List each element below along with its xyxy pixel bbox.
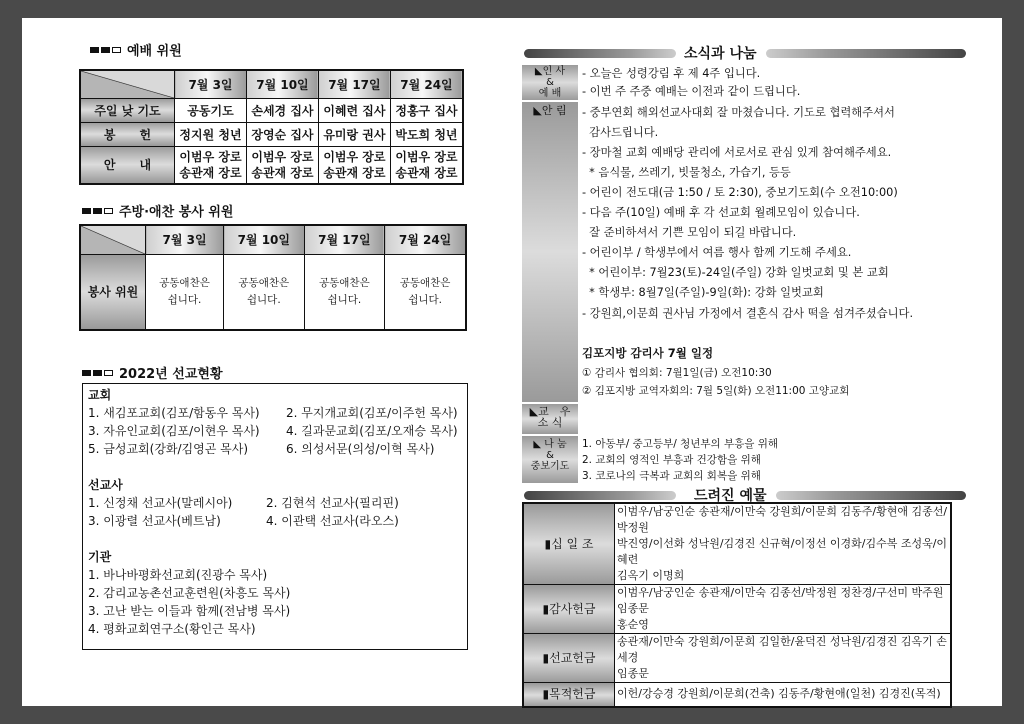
row-label: 봉 헌	[80, 122, 175, 146]
list-item	[88, 422, 467, 440]
missionary-item: 4. 이관택 선교사(라오스)	[266, 514, 399, 528]
district-line: ② 김포지방 교역자회의: 7월 5일(화) 오전11:00 고양교회	[582, 385, 850, 397]
label-line: 중보기도	[530, 461, 570, 472]
label-line: &	[546, 450, 554, 461]
usher-name: 송관재 장로	[251, 165, 314, 180]
offering-table	[522, 502, 952, 708]
prayer-label	[522, 439, 578, 472]
label-line: 예 배	[538, 88, 562, 99]
label-line: ◣교 우	[529, 405, 571, 418]
notice-line: - 중부연회 해외선교사대회 잘 마쳤습니다. 기도로 협력해주셔서	[582, 106, 895, 119]
row-label: ▮목적헌금	[523, 683, 615, 707]
org-heading: 기관	[88, 550, 112, 564]
notice-line: * 어린이부: 7월23(토)-24일(주일) 강화 일벗교회 및 본 교회	[582, 266, 889, 279]
donor-line: 송관재/이만숙 강원희/이문희 김일한/윤덕진 성낙원/김경진 김옥기 손세경	[617, 635, 947, 664]
date-header: 7월 3일	[146, 225, 224, 254]
donor-cell	[615, 585, 952, 634]
date-header: 7월 10일	[246, 70, 318, 98]
table-cell	[175, 146, 247, 184]
news-title: 소식과 나눔	[684, 46, 757, 62]
prayer-line: 3. 코로나의 극복과 교회의 회복을 위해	[582, 470, 761, 482]
date-header: 7월 3일	[175, 70, 247, 98]
cell-line: 공동애찬은	[399, 276, 451, 289]
cell-line: 쉽니다.	[246, 293, 281, 306]
table-cell	[385, 254, 466, 330]
donor-line: 이헌/강승경 강원희/이문희(건축) 김동주/황현애(일천) 김경진(목적)	[617, 687, 941, 701]
section-marker-icon	[90, 47, 121, 53]
notice-line: - 장마철 교회 예배당 관리에 서로서로 관심 있게 참여해주세요.	[582, 146, 892, 159]
section-marker-icon	[82, 370, 113, 376]
notice-line: * 음식물, 쓰레기, 빗물청소, 가습기, 등등	[582, 166, 791, 179]
usher-name: 이범우 장로	[251, 149, 314, 164]
table-cell: 박도희 청년	[390, 122, 463, 146]
notice-line: - 어린이 전도대(금 1:50 / 토 2:30), 중보기도회(수 오전10:00)	[582, 186, 898, 199]
list-item	[88, 404, 467, 422]
notice-line: - 다음 주(10일) 예배 후 각 선교회 월례모임이 있습니다.	[582, 206, 860, 219]
donor-line: 이범우/남궁인순 송관재/이만숙 강원희/이문희 김동주/황현애 김종선/박정원	[617, 505, 948, 534]
org-item: 4. 평화교회연구소(황인근 목사)	[88, 622, 256, 636]
row-label: ▮선교헌금	[523, 634, 615, 683]
greeting-line: - 오늘은 성령강림 후 제 4주 입니다.	[582, 67, 761, 80]
notice-label: ◣안 림	[533, 104, 567, 117]
table-cell	[318, 146, 390, 184]
church-item: 4. 길과문교회(김포/오재승 목사)	[286, 424, 458, 438]
kitchen-table	[79, 224, 467, 331]
cell-line: 공동애찬은	[238, 276, 290, 289]
district-title: 김포지방 감리사 7월 일정	[582, 346, 714, 360]
row-label: 안 내	[80, 146, 175, 184]
table-cell	[246, 146, 318, 184]
donor-line: 임종문	[617, 667, 649, 680]
notice-line: * 학생부: 8월7일(주일)-9일(화): 강화 일벗교회	[582, 286, 824, 299]
table-corner	[80, 225, 146, 254]
table-cell: 장영순 집사	[246, 122, 318, 146]
member-label	[522, 406, 578, 428]
date-header: 7월 24일	[390, 70, 463, 98]
donor-line: 박진영/이선화 성낙원/김경진 신규혁/이정선 이경화/김수복 조성욱/이혜련	[617, 537, 948, 566]
notice-label-bg	[522, 102, 578, 402]
usher-name: 송관재 장로	[179, 165, 242, 180]
mission-section-title	[82, 363, 223, 382]
org-item: 1. 바나바평화선교회(진광수 목사)	[88, 568, 268, 582]
label-line: &	[546, 77, 554, 88]
prayer-line: 1. 아동부/ 중고등부/ 청년부의 부흥을 위해	[582, 438, 779, 450]
usher-name: 이범우 장로	[179, 149, 242, 164]
donor-line: 이범우/남궁인순 송관재/이만숙 김종선/박정원 정찬경/구선미 박주원 임종문	[617, 586, 944, 615]
notice-line: - 어린이부 / 학생부에서 여름 행사 함께 기도해 주세요.	[582, 246, 852, 259]
label-line: ◣인 사	[534, 66, 566, 77]
cell-line: 공동애찬은	[319, 276, 370, 289]
offering-title: 드려진 예물	[694, 488, 767, 504]
missionary-item: 3. 이광렬 선교사(베트남)	[88, 514, 221, 528]
table-corner	[80, 70, 175, 98]
org-item: 2. 감리교농촌선교훈련원(차흥도 목사)	[88, 586, 291, 600]
church-item: 5. 금성교회(강화/김영곤 목사)	[88, 442, 248, 456]
usher-name: 이범우 장로	[323, 149, 386, 164]
mission-title: 2022년 선교현황	[119, 367, 223, 382]
church-heading: 교회	[88, 388, 112, 402]
donor-cell	[615, 503, 952, 585]
list-item	[88, 494, 467, 512]
missionary-item: 1. 신정채 선교사(말레시아)	[88, 496, 233, 510]
date-header: 7월 17일	[318, 70, 390, 98]
district-line: ① 감리사 협의회: 7월1일(금) 오전10:30	[582, 367, 772, 379]
table-cell: 정홍구 집사	[390, 98, 463, 122]
notice-line: 잘 준비하셔서 기쁜 모임이 되길 바랍니다.	[582, 226, 797, 239]
row-label: 주일 낮 기도	[80, 98, 175, 122]
donor-line: 홍순영	[617, 618, 649, 631]
table-cell: 손세경 집사	[246, 98, 318, 122]
title-bar-left	[524, 491, 676, 500]
date-header: 7월 17일	[304, 225, 385, 254]
donor-cell	[615, 683, 952, 707]
prayer-line: 2. 교회의 영적인 부흥과 건강함을 위해	[582, 454, 761, 466]
row-label: 봉사 위원	[80, 254, 146, 330]
notice-line: 감사드립니다.	[582, 126, 659, 139]
church-item: 2. 무지개교회(김포/이주헌 목사)	[286, 406, 458, 420]
missionary-item: 2. 김현석 선교사(필리핀)	[266, 496, 399, 510]
church-item: 1. 새김포교회(김포/함동우 목사)	[88, 406, 260, 420]
date-header: 7월 10일	[224, 225, 305, 254]
usher-name: 송관재 장로	[395, 165, 458, 180]
usher-name: 송관재 장로	[323, 165, 386, 180]
org-item: 3. 고난 받는 이들과 함께(전남병 목사)	[88, 604, 291, 618]
church-item: 6. 의성서문(의성/이혁 목사)	[286, 442, 435, 456]
bulletin-page	[22, 18, 1002, 706]
notice-line: - 강원희,이문희 권사님 가정에서 결혼식 감사 떡을 섬겨주셨습니다.	[582, 307, 914, 320]
title-bar-right	[776, 491, 966, 500]
cell-line: 공동애찬은	[159, 276, 210, 289]
mission-box	[82, 383, 468, 650]
greeting-label	[522, 66, 578, 99]
donor-line: 김옥기 이명희	[617, 569, 685, 582]
date-header: 7월 24일	[385, 225, 466, 254]
table-cell	[390, 146, 463, 184]
table-cell: 유미랑 권사	[318, 122, 390, 146]
worship-table	[79, 69, 464, 185]
title-bar-left	[524, 49, 676, 58]
list-item	[88, 440, 467, 458]
kitchen-section-title	[82, 201, 233, 220]
table-cell: 이혜련 집사	[318, 98, 390, 122]
section-marker-icon	[82, 208, 113, 214]
table-cell	[146, 254, 224, 330]
row-label: ▮감사헌금	[523, 585, 615, 634]
label-line: ◣ 나 눔	[533, 439, 567, 450]
table-cell: 정지원 청년	[175, 122, 247, 146]
church-item: 3. 자유인교회(김포/이현우 목사)	[88, 424, 260, 438]
missionary-heading: 선교사	[88, 478, 123, 492]
worship-title: 예배 위원	[127, 44, 182, 59]
title-bar-right	[766, 49, 966, 58]
kitchen-title: 주방·애찬 봉사 위원	[119, 205, 234, 220]
table-cell	[224, 254, 305, 330]
cell-line: 쉽니다.	[408, 293, 442, 306]
cell-line: 쉽니다.	[167, 293, 202, 306]
cell-line: 쉽니다.	[327, 293, 362, 306]
donor-cell	[615, 634, 952, 683]
row-label: ▮십 일 조	[523, 503, 615, 585]
label-line: 소 식	[537, 416, 563, 429]
usher-name: 이범우 장로	[395, 149, 458, 164]
list-item	[88, 512, 467, 530]
greeting-line: - 이번 주 주중 예배는 이전과 같이 드립니다.	[582, 85, 801, 98]
worship-section-title	[90, 40, 182, 59]
table-cell	[304, 254, 385, 330]
table-cell: 공동기도	[175, 98, 247, 122]
